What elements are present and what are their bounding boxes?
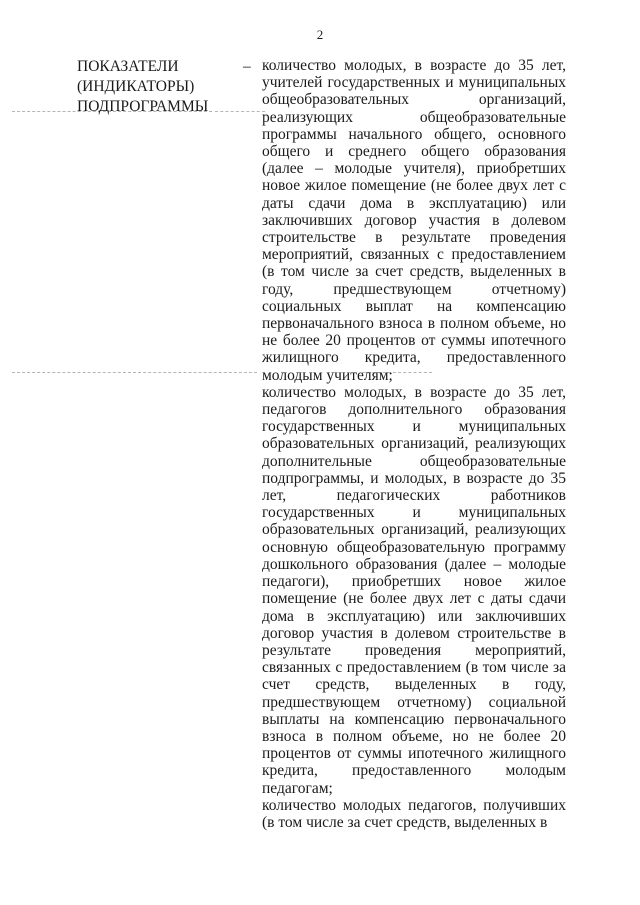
indicator-paragraph-continued: количество молодых педагогов, получивших (в том числе за счет средств, выделенных в [262,796,566,831]
scan-artifact-line [12,372,257,373]
page-number: 2 [316,27,324,42]
indicator-paragraph-young-teachers: количество молодых, в возрасте до 35 лет, учителей государственных и муниципальных общеобразовательных организаций, реализующих общеобразовательные программы начального общего, основного общего и среднего общего образования (далее – молодые учителя), приобретших новое жилое помещение (не более двух лет с даты сдачи дома в эксплуатацию) или заключивших договор участия в долевом строительстве в результате проведения мероприятий, связанных с предоставлением (в том числе за счет средств, выделенных в году, предшествующем отчетному) социальных выплат на компенсацию первоначального взноса в полном объеме, но не более 20 процентов от суммы ипотечного жилищного кредита, предоставленного молодым учителям; [262,57,566,384]
indicators-heading: ПОКАЗАТЕЛИ (ИНДИКАТОРЫ) ПОДПРОГРАММЫ [77,58,209,115]
indicators-text [262,57,566,831]
indicator-paragraph-young-pedagogues: количество молодых, в возрасте до 35 лет, педагогов дополнительного образования государственных и муниципальных образовательных организаций, реализующих дополнительные общеобразовательные подпрограммы, и молодых, в возрасте до 35 лет, педагогических работников государственных и муниципальных образовательных организаций, реализующих основную общеобразовательную программу дошкольного образования (далее – молодые педагоги), приобретших новое жилое помещение (не более двух лет с даты сдачи дома в эксплуатацию) или заключивших договор участия в долевом строительстве в результате проведения мероприятий, связанных с предоставлением (в том числе за счет средств, выделенных в году, предшествующем отчетному) социальной выплаты на компенсацию первоначального взноса в полном объеме, но не более 20 процентов от суммы ипотечного жилищного кредита, предоставленного молодым педагогам; [262,383,566,797]
heading-separator: – [243,58,251,75]
